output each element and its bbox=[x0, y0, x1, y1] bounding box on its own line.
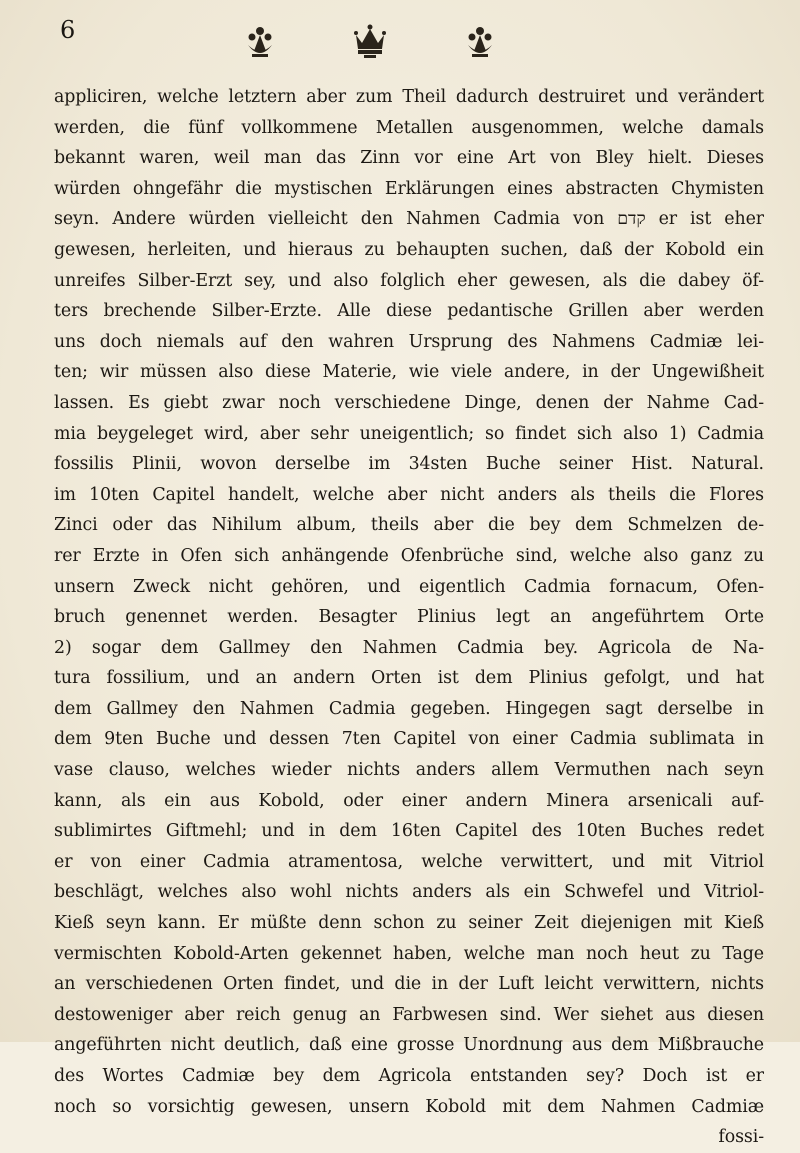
header-ornaments bbox=[240, 16, 500, 66]
text-line: vase clauso, welches wieder nichts anders allem Vermuthen nach seyn bbox=[54, 760, 764, 781]
text-line: mia beygeleget wird, aber sehr uneigentlich; so findet sich also 1) Cadmia bbox=[54, 423, 764, 444]
text-line: vermischten Kobold-Arten gekennet haben, welche man noch heut zu Tage bbox=[54, 943, 764, 964]
page-number: 6 bbox=[60, 16, 76, 44]
text-line: im 10ten Capitel handelt, welche aber nicht anders als theils die Flores bbox=[54, 484, 764, 505]
text-line: bekannt waren, weil man das Zinn vor eine Art von Bley hielt. Dieses bbox=[54, 148, 764, 169]
text-line: ters brechende Silber-Erzte. Alle diese pedantische Grillen aber werden bbox=[54, 301, 764, 322]
text-line: uns doch niemals auf den wahren Ursprung des Nahmens Cadmiæ lei- bbox=[54, 331, 764, 352]
text-line: er von einer Cadmia atramentosa, welche verwittert, und mit Vitriol bbox=[54, 851, 764, 872]
text-line: dem Gallmey den Nahmen Cadmia gegeben. Hingegen sagt derselbe in bbox=[54, 698, 764, 719]
text-line: an verschiedenen Orten findet, und die in der Luft leicht verwittern, nichts bbox=[54, 974, 764, 995]
text-line: würden ohngefähr die mystischen Erklärungen eines abstracten Chymisten bbox=[54, 178, 764, 199]
text-line: rer Erzte in Ofen sich anhängende Ofenbrüche sind, welche also ganz zu bbox=[54, 545, 764, 566]
text-line: unsern Zweck nicht gehören, und eigentlich Cadmia fornacum, Ofen- bbox=[54, 576, 764, 597]
text-line: tura fossilium, und an andern Orten ist dem Plinius gefolgt, und hat bbox=[54, 668, 764, 689]
text-line: noch so vorsichtig gewesen, unsern Kobold mit dem Nahmen Cadmiæ bbox=[54, 1096, 764, 1117]
text-line: Kieß seyn kann. Er müßte denn schon zu seiner Zeit diejenigen mit Kieß bbox=[54, 913, 764, 934]
text-line: ten; wir müssen also diese Materie, wie viele andere, in der Ungewißheit bbox=[54, 362, 764, 383]
text-line: unreifes Silber-Erzt sey, und also folglich eher gewesen, als die dabey öf- bbox=[54, 270, 764, 291]
text-line: appliciren, welche letztern aber zum Theil dadurch destruiret und verändert bbox=[54, 87, 764, 107]
page-header bbox=[60, 16, 760, 76]
text-line: sublimirtes Giftmehl; und in dem 16ten Capitel des 10ten Buches redet bbox=[54, 821, 764, 842]
text-line: destoweniger aber reich genug an Farbwesen sind. Wer siehet aus diesen bbox=[54, 1004, 764, 1025]
text-line: dem 9ten Buche und dessen 7ten Capitel von einer Cadmia sublimata in bbox=[54, 729, 764, 750]
body-text bbox=[54, 82, 764, 1153]
text-line: seyn. Andere würden vielleicht den Nahmen Cadmia von קדם er ist eher bbox=[54, 209, 764, 230]
crown-ornament-icon bbox=[350, 21, 390, 61]
text-line: fossilis Plinii, wovon derselbe im 34sten Buche seiner Hist. Natural. bbox=[54, 454, 764, 475]
flower-ornament-icon bbox=[460, 21, 500, 61]
text-line: des Wortes Cadmiæ bey dem Agricola entstanden sey? Doch ist er bbox=[54, 1066, 764, 1086]
text-line: 2) sogar dem Gallmey den Nahmen Cadmia bey. Agricola de Na- bbox=[54, 637, 764, 658]
flower-ornament-icon bbox=[240, 21, 280, 61]
text-line: bruch genennet werden. Besagter Plinius legt an angeführtem Orte bbox=[54, 607, 764, 628]
text-line: angeführten nicht deutlich, daß eine grosse Unordnung aus dem Mißbrauche bbox=[54, 1035, 764, 1056]
catchword: fossi- bbox=[718, 1127, 764, 1148]
text-line: kann, als ein aus Kobold, oder einer andern Minera arsenicali auf- bbox=[54, 790, 764, 811]
text-line: Zinci oder das Nihilum album, theils aber die bey dem Schmelzen de- bbox=[54, 515, 764, 536]
text-line: gewesen, herleiten, und hieraus zu behaupten suchen, daß der Kobold ein bbox=[54, 239, 764, 260]
text-line: lassen. Es giebt zwar noch verschiedene Dinge, denen der Nahme Cad- bbox=[54, 392, 764, 413]
text-line: werden, die fünf vollkommene Metallen ausgenommen, welche damals bbox=[54, 117, 764, 138]
text-line: beschlägt, welches also wohl nichts anders als ein Schwefel und Vitriol- bbox=[54, 882, 764, 903]
